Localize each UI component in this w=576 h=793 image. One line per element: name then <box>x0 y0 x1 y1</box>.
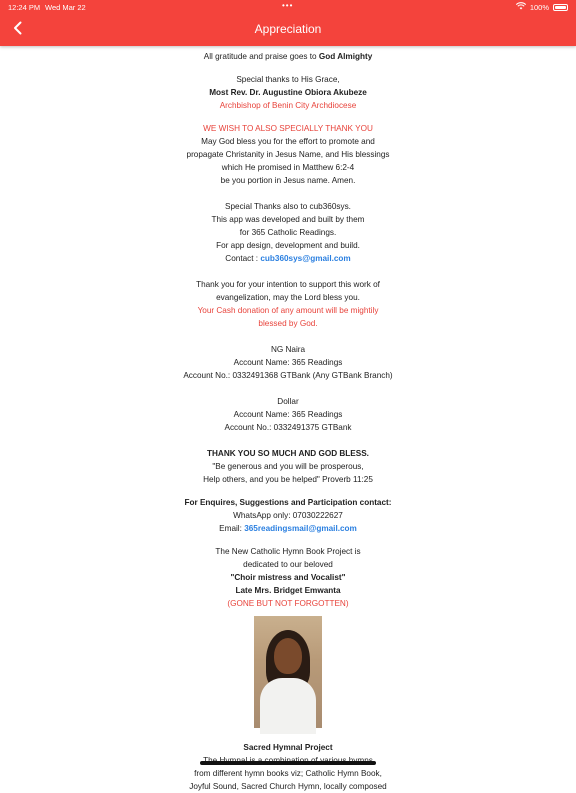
sacred-line: from different hymn books viz; Catholic Hymn Book, <box>194 769 382 778</box>
support-line: Thank you for your intention to support this work of <box>196 280 380 289</box>
support-line: evangelization, may the Lord bless you. <box>216 293 360 302</box>
contact-label: Contact : <box>225 254 261 263</box>
gratitude-line <box>0 50 576 63</box>
appreciation-content[interactable] <box>0 46 576 791</box>
dev-line: for 365 Catholic Readings. <box>239 228 337 237</box>
dollar-account-name: Account Name: 365 Readings <box>233 410 343 419</box>
proverb-line: "Be generous and you will be prosperous, <box>212 462 364 471</box>
archbishop-title: Archbishop of Benin City Archdiocese <box>219 101 357 110</box>
sacred-heading: Sacred Hymnal Project <box>243 743 333 752</box>
status-time: 12:24 PM <box>8 3 41 12</box>
choir-title: "Choir mistress and Vocalist" <box>230 573 346 582</box>
home-indicator[interactable] <box>200 761 376 765</box>
archbishop-name: Most Rev. Dr. Augustine Obiora Akubeze <box>209 88 367 97</box>
naira-heading: NG Naira <box>270 345 306 354</box>
wifi-icon <box>516 2 526 12</box>
dev-line: This app was developed and built by them <box>211 215 365 224</box>
sacred-line: Joyful Sound, Sacred Church Hymn, locally composed <box>189 782 387 791</box>
bless-line: May God bless you for the effort to promote and <box>201 137 375 146</box>
naira-account-no: Account No.: 0332491368 GTBank (Any GTBank Branch) <box>183 371 393 380</box>
enquiries-heading: For Enquires, Suggestions and Participation contact: <box>184 498 392 507</box>
dollar-heading: Dollar <box>277 397 299 406</box>
hymn-line: The New Catholic Hymn Book Project is <box>215 547 361 556</box>
photo-face <box>274 638 302 674</box>
email-link[interactable]: 365readingsmail@gmail.com <box>244 524 357 533</box>
dev-contact <box>0 252 576 265</box>
portrait-photo <box>254 616 322 728</box>
hymn-line: dedicated to our beloved <box>243 560 333 569</box>
gratitude-bold: God Almighty <box>318 52 373 61</box>
multitask-dots[interactable]: ••• <box>282 1 294 10</box>
donation-line: Your Cash donation of any amount will be mightily <box>197 306 379 315</box>
wish-heading: WE WISH TO ALSO SPECIALLY THANK YOU <box>203 124 373 133</box>
bless-line: which He promised in Matthew 6:2-4 <box>221 163 355 172</box>
email-line <box>0 522 576 535</box>
gratitude-prefix: All gratitude and praise goes to <box>203 52 319 61</box>
thank-you-heading: THANK YOU SO MUCH AND GOD BLESS. <box>207 449 369 458</box>
late-name: Late Mrs. Bridget Emwanta <box>235 586 341 595</box>
thanks-grace: Special thanks to His Grace, <box>236 75 340 84</box>
status-bar <box>0 0 576 14</box>
bless-line: be you portion in Jesus name. Amen. <box>220 176 356 185</box>
gone-note: (GONE BUT NOT FORGOTTEN) <box>227 599 349 608</box>
page-title: Appreciation <box>254 22 322 36</box>
dev-line: Special Thanks also to cub360sys. <box>225 202 351 211</box>
naira-account-name: Account Name: 365 Readings <box>233 358 343 367</box>
contact-email-link[interactable]: cub360sys@gmail.com <box>260 254 351 263</box>
status-date: Wed Mar 22 <box>45 3 86 12</box>
status-right <box>516 2 568 12</box>
battery-icon <box>553 4 568 11</box>
email-label: Email: <box>219 524 245 533</box>
top-app-bar <box>0 0 576 46</box>
battery-percent: 100% <box>529 2 549 12</box>
donation-line: blessed by God. <box>258 319 318 328</box>
proverb-line: Help others, and you be helped" Proverb 11:25 <box>203 475 373 484</box>
bless-line: propagate Christanity in Jesus Name, and His blessings <box>186 150 390 159</box>
dollar-account-no: Account No.: 0332491375 GTBank <box>224 423 352 432</box>
dev-line: For app design, development and build. <box>216 241 360 250</box>
whatsapp-line: WhatsApp only: 07030222627 <box>233 511 343 520</box>
photo-body <box>260 678 316 734</box>
